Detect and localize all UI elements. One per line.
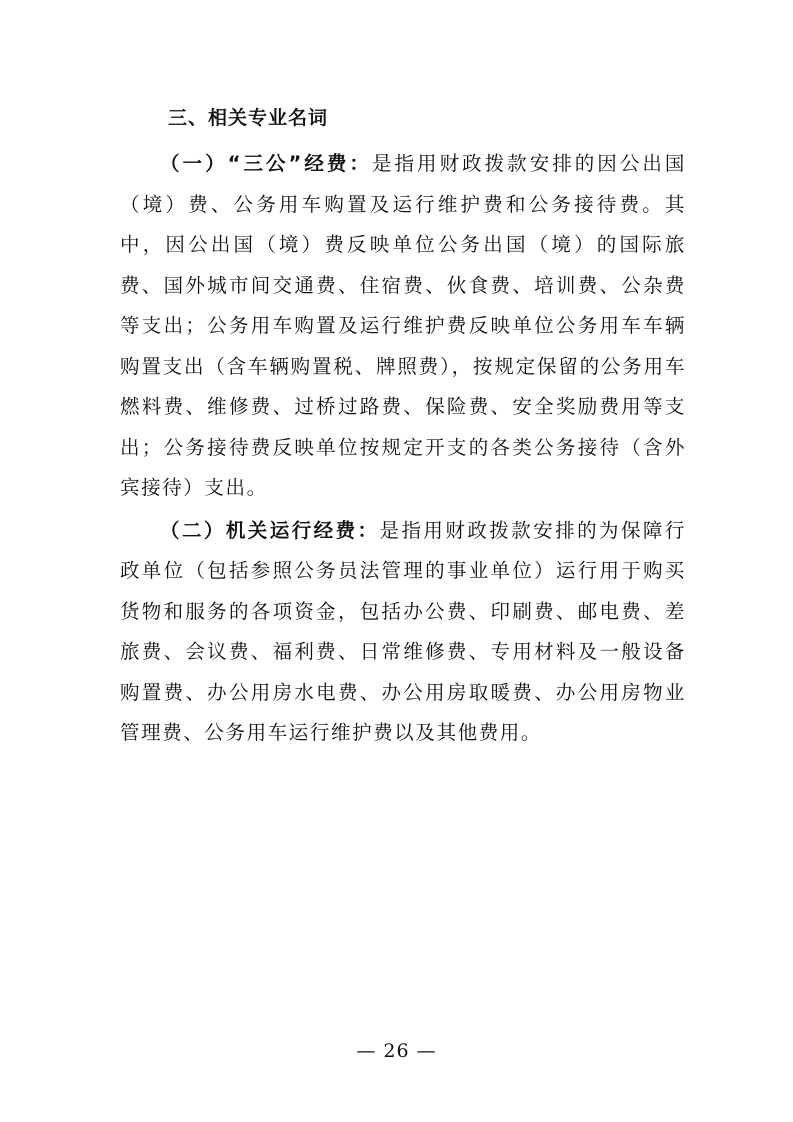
definition-operating-funds: 是指用财政拨款安排的为保障行政单位（包括参照公务员法管理的事业单位）运行用于购买货物和服务的各项资金，包括办公费、印刷费、邮电费、差旅费、会议费、福利费、日常维修费、专用材料及一般设备购置费、办公用房水电费、办公用房取暖费、办公用房物业管理费、公务用车运行维护费以及其他费用。 <box>120 518 686 744</box>
paragraph-operating-funds <box>120 511 686 754</box>
term-operating-funds: （二）机关运行经费： <box>160 518 380 542</box>
definition-sangong-funds: 是指用财政拨款安排的因公出国（境）费、公务用车购置及运行维护费和公务接待费。其中，因公出国（境）费反映单位公务出国（境）的国际旅费、国外城市间交通费、住宿费、伙食费、培训费、公杂费等支出；公务用车购置及运行维护费反映单位公务用车车辆购置支出（含车辆购置税、牌照费），按规定保留的公务用车燃料费、维修费、过桥过路费、保险费、安全奖励费用等支出；公务接待费反映单位按规定开支的各类公务接待（含外宾接待）支出。 <box>120 152 686 499</box>
section-heading: 三、相关专业名词 <box>168 107 329 129</box>
page-number: — 26 — <box>356 1040 437 1062</box>
document-body <box>120 98 686 754</box>
term-sangong-funds: （一）“三公”经费： <box>160 152 372 175</box>
paragraph-sangong-funds <box>120 144 686 509</box>
